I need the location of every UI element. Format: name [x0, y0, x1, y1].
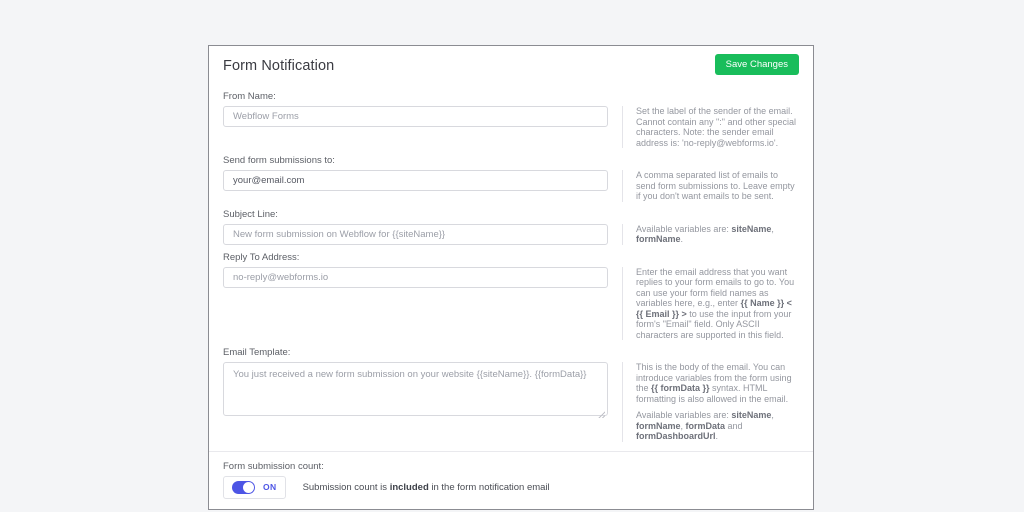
reply-to-input[interactable]: [223, 267, 608, 288]
submission-count-label: Form submission count:: [223, 460, 324, 472]
submission-count-caption: Submission count is included in the form notification email: [302, 481, 550, 493]
from-name-section: [223, 91, 799, 148]
reply-to-help-text: Enter the email address that you want replies to your form emails to go to. You can use your form field names as variables here, e.g., enter {{ Name }} < {{ Email }} > to use the input from your form's "Email" field. Only ASCII characters are supported in this field.: [622, 267, 799, 341]
send-to-section: [223, 155, 799, 202]
reply-to-label: Reply To Address:: [223, 251, 300, 263]
from-name-help-text: Set the label of the sender of the email. Cannot contain any ":" and other special characters. Note: the sender email address is: 'no-reply@webforms.io'.: [622, 106, 799, 148]
save-changes-button[interactable]: Save Changes: [715, 54, 799, 75]
toggle-switch-icon[interactable]: [232, 481, 255, 494]
submission-count-section: [223, 461, 799, 499]
reply-to-section: [223, 252, 799, 341]
send-to-help-text: A comma separated list of emails to send form submissions to. Leave empty if you don't want emails to be sent.: [622, 170, 799, 202]
email-template-help-text: This is the body of the email. You can introduce variables from the form using the {{ formData }} syntax. HTML formatting is also allowed in the email. Available variables are: siteName, formName, formData and formDashboardUrl.: [622, 362, 799, 442]
from-name-label: From Name:: [223, 91, 276, 102]
email-template-textarea[interactable]: [223, 362, 608, 416]
email-template-label: Email Template:: [223, 347, 291, 358]
send-to-input[interactable]: [223, 170, 608, 191]
email-template-section: [223, 347, 799, 442]
subject-line-input[interactable]: [223, 224, 608, 245]
toggle-knob: [243, 482, 254, 493]
subject-line-label: Subject Line:: [223, 208, 278, 220]
submission-count-toggle[interactable]: [223, 476, 286, 499]
from-name-input[interactable]: [223, 106, 608, 127]
subject-line-section: [223, 209, 799, 245]
subject-line-help-text: Available variables are: siteName, formName.: [622, 224, 799, 245]
toggle-state-label: ON: [263, 482, 277, 492]
panel-header: [223, 54, 799, 75]
form-notification-panel: [208, 45, 814, 510]
section-divider: [209, 451, 813, 452]
page-title: Form Notification: [223, 58, 335, 74]
send-to-label: Send form submissions to:: [223, 155, 335, 166]
